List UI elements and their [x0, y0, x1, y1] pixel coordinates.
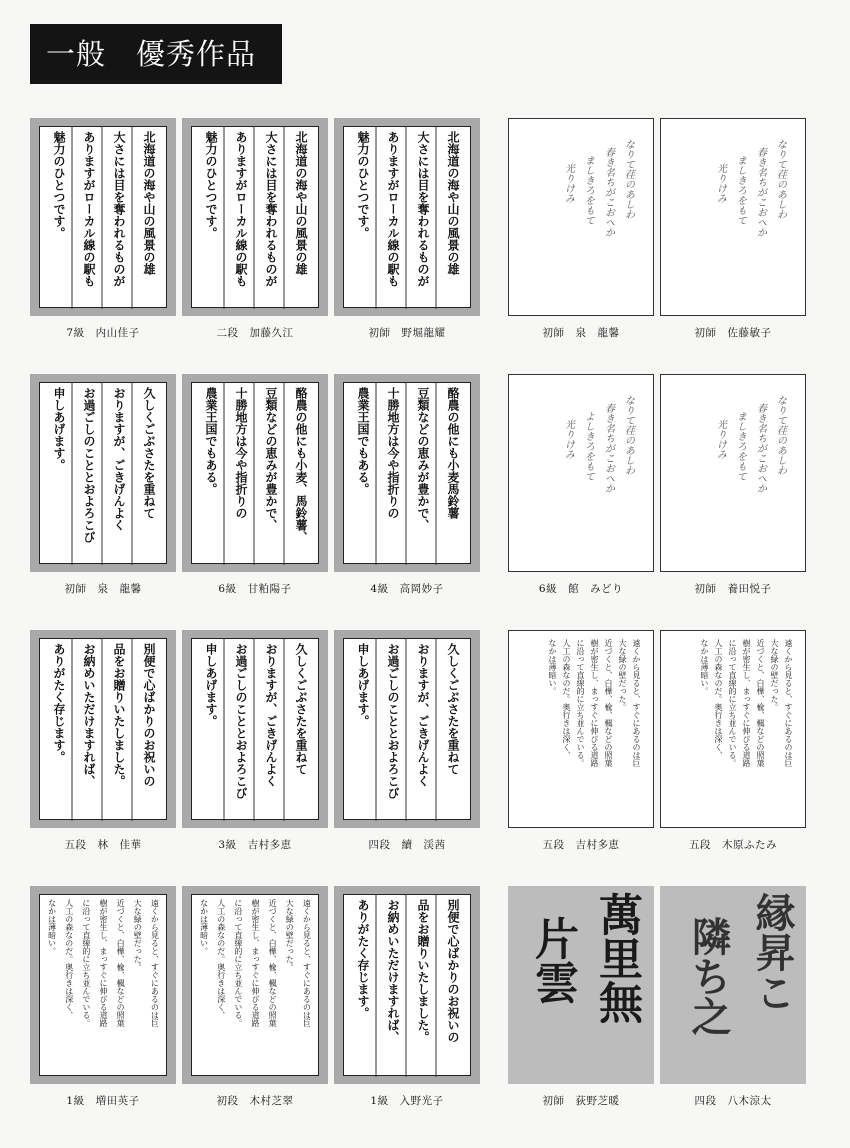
writing-sheet — [39, 382, 167, 564]
text-column: 近づくと、白樺、楡、楓などの照葉 — [604, 639, 613, 767]
work-image — [508, 118, 654, 316]
work-caption: 初師 養田悦子 — [694, 583, 772, 595]
work-image — [508, 374, 654, 572]
writing-sheet — [191, 126, 319, 308]
text-column: 樹が密生し、まっすぐに伸びる道路 — [99, 899, 108, 1027]
text-column: 遠くから見ると、すぐにあるのは巨 — [302, 899, 312, 1027]
text-column: なりて荏のあしわ — [774, 139, 786, 219]
writing-sheet — [343, 894, 471, 1076]
work-caption: 7級 内山佳子 — [66, 327, 140, 339]
work-caption: 6級 甘粕陽子 — [218, 583, 292, 595]
work-image — [660, 118, 806, 316]
work-image — [334, 886, 480, 1084]
text-column: 春き名ちがこおへか — [602, 147, 614, 237]
writing-sheet — [39, 894, 167, 1076]
work-image — [30, 118, 176, 316]
writing-sheet — [343, 126, 471, 308]
text-column: 光りけみ — [714, 163, 726, 203]
writing-sheet — [343, 382, 471, 564]
work-caption: 初師 野堀龍耀 — [368, 327, 446, 339]
writing-sheet — [191, 638, 319, 820]
text-column: 久しくごぶさたを重ねて — [294, 643, 308, 775]
text-column: 北海道の海や山の風景の雄 — [294, 131, 308, 275]
text-column: なりて荏のあしわ — [774, 395, 786, 475]
text-column: 申しあげます。 — [204, 643, 218, 727]
work-caption: 初師 佐藤敏子 — [694, 327, 772, 339]
text-column: に沿って直線的に立ち並んでいる。 — [576, 639, 585, 767]
text-column: ましきろをもて — [582, 155, 594, 225]
text-column: ましきろをもて — [734, 155, 746, 225]
work-image — [182, 374, 328, 572]
work-caption: 二段 加藤久江 — [216, 327, 294, 339]
writing-sheet — [191, 894, 319, 1076]
work-caption: 4級 高岡妙子 — [370, 583, 444, 595]
text-column: 別便で心ばかりのお祝いの — [142, 643, 156, 787]
text-column: 人工の森なのだ。奥行きは深く、 — [216, 899, 226, 1019]
text-column: ありますがローカル線の駅も — [82, 131, 96, 287]
writing-sheet — [343, 638, 471, 820]
work-image — [334, 118, 480, 316]
text-column: 樹が密生し、まっすぐに伸びる道路 — [251, 899, 260, 1027]
brush-column: 片雲 — [527, 916, 578, 1004]
brush-column: 縁昇こ — [749, 892, 796, 1012]
work-image — [30, 374, 176, 572]
text-column: 酪農の他にも小麦、馬鈴薯、 — [294, 387, 308, 543]
text-column: 近づくと、白樺、楡、楓などの照葉 — [756, 639, 765, 767]
text-column: ましきろをもて — [734, 411, 746, 481]
text-column: ありがたく存じます。 — [52, 643, 66, 763]
text-column: なかは薄暗い。 — [47, 899, 57, 955]
text-column: おりますが、ごきげんよく — [416, 643, 430, 787]
text-column: お納めいただけますれば、 — [82, 643, 96, 787]
text-column: 人工の森なのだ。奥行きは深く、 — [562, 639, 571, 759]
text-column: 別便で心ばかりのお祝いの — [446, 899, 460, 1043]
text-column: お納めいただけますれば、 — [386, 899, 400, 1043]
work-caption: 初師 泉 龍馨 — [64, 583, 142, 595]
work-caption: 四段 八木涼太 — [694, 1095, 772, 1107]
text-column: 魅力のひとつです。 — [204, 131, 218, 239]
text-column: 春き名ちがこおへか — [754, 403, 766, 493]
text-column: なかは薄暗い。 — [548, 639, 557, 695]
text-column: 大さには目を奪われるものが — [416, 131, 430, 287]
work-caption: 1級 入野光子 — [370, 1095, 444, 1107]
work-image — [182, 118, 328, 316]
text-column: 申しあげます。 — [356, 643, 370, 727]
work-image — [182, 630, 328, 828]
text-column: なりて荏のあしわ — [622, 139, 634, 219]
work-image — [660, 374, 806, 572]
text-column: お過ごしのこととおよろこび — [234, 643, 248, 799]
text-column: なかは薄暗い。 — [199, 899, 209, 955]
text-column: 光りけみ — [714, 419, 726, 459]
text-column: 北海道の海や山の風景の雄 — [142, 131, 156, 275]
work-caption: 五段 木原ふたみ — [689, 839, 777, 851]
text-column: ありますがローカル線の駅も — [234, 131, 248, 287]
text-column: 光りけみ — [562, 419, 574, 459]
text-column: 魅力のひとつです。 — [52, 131, 66, 239]
work-caption: 五段 林 佳華 — [64, 839, 142, 851]
text-column: 人工の森なのだ。奥行きは深く、 — [714, 639, 723, 759]
work-caption: 初師 泉 龍馨 — [542, 327, 620, 339]
text-column: 品をお贈りいたしました。 — [112, 643, 126, 787]
text-column: 大さには目を奪われるものが — [112, 131, 126, 287]
work-image — [660, 886, 806, 1084]
work-image — [334, 630, 480, 828]
text-column: 久しくごぶさたを重ねて — [142, 387, 156, 519]
writing-sheet — [191, 382, 319, 564]
work-caption: 6級 館 みどり — [538, 583, 624, 595]
text-column: なりて荏のあしわ — [622, 395, 634, 475]
text-column: 光りけみ — [562, 163, 574, 203]
work-caption: 1級 増田英子 — [66, 1095, 140, 1107]
text-column: 十勝地方は今や指折りの — [386, 387, 400, 519]
writing-sheet — [39, 126, 167, 308]
work-image — [182, 886, 328, 1084]
text-column: 十勝地方は今や指折りの — [234, 387, 248, 519]
work-image — [660, 630, 806, 828]
text-column: 農業王国でもある。 — [356, 387, 370, 495]
text-column: お過ごしのこととおよろこび — [386, 643, 400, 799]
text-column: に沿って直線的に立ち並んでいる。 — [233, 899, 243, 1027]
text-column: 久しくごぶさたを重ねて — [446, 643, 460, 775]
text-column: 大な緑の壁だった。 — [618, 639, 627, 711]
text-column: 酪農の他にも小麦馬鈴薯 — [446, 387, 460, 519]
work-image — [508, 886, 654, 1084]
text-column: 豆類などの恵みが豊かで、 — [264, 387, 278, 531]
text-column: おりますが、ごきげんよく — [112, 387, 126, 531]
text-column: 人工の森なのだ。奥行きは深く、 — [64, 899, 74, 1019]
text-column: ありがたく存じます。 — [356, 899, 370, 1019]
text-column: お過ごしのこととおよろこび — [82, 387, 96, 543]
text-column: おりますが、ごきげんよく — [264, 643, 278, 787]
text-column: 近づくと、白樺、楡、楓などの照葉 — [116, 899, 126, 1027]
work-caption: 五段 吉村多恵 — [542, 839, 620, 851]
text-column: 豆類などの恵みが豊かで、 — [416, 387, 430, 531]
text-column: に沿って直線的に立ち並んでいる。 — [728, 639, 737, 767]
text-column: 遠くから見ると、すぐにあるのは巨 — [632, 639, 641, 767]
text-column: 北海道の海や山の風景の雄 — [446, 131, 460, 275]
work-image — [508, 630, 654, 828]
text-column: 農業王国でもある。 — [204, 387, 218, 495]
text-column: 大な緑の壁だった。 — [133, 899, 143, 971]
work-image — [30, 886, 176, 1084]
text-column: なかは薄暗い。 — [700, 639, 709, 695]
text-column: 大さには目を奪われるものが — [264, 131, 278, 287]
text-column: 申しあげます。 — [52, 387, 66, 471]
text-column: ありますがローカル線の駅も — [386, 131, 400, 287]
text-column: に沿って直線的に立ち並んでいる。 — [81, 899, 91, 1027]
text-column: 春き名ちがこおへか — [602, 403, 614, 493]
writing-sheet — [39, 638, 167, 820]
text-column: 近づくと、白樺、楡、楓などの照葉 — [268, 899, 278, 1027]
work-caption: 初師 荻野芝暖 — [542, 1095, 620, 1107]
text-column: 樹が密生し、まっすぐに伸びる道路 — [590, 639, 599, 767]
work-caption: 3級 吉村多恵 — [218, 839, 292, 851]
text-column: 大な緑の壁だった。 — [285, 899, 295, 971]
section-title-banner: 一般 優秀作品 — [30, 24, 282, 84]
text-column: 魅力のひとつです。 — [356, 131, 370, 239]
text-column: 遠くから見ると、すぐにあるのは巨 — [784, 639, 793, 767]
text-column: 大な緑の壁だった。 — [770, 639, 779, 711]
work-caption: 初段 木村芝翠 — [216, 1095, 294, 1107]
brush-column: 隣ち之 — [685, 916, 732, 1036]
text-column: 遠くから見ると、すぐにあるのは巨 — [150, 899, 160, 1027]
work-caption: 四段 續 渓茜 — [368, 839, 446, 851]
text-column: 品をお贈りいたしました。 — [416, 899, 430, 1043]
text-column: 春き名ちがこおへか — [754, 147, 766, 237]
work-image — [30, 630, 176, 828]
text-column: 樹が密生し、まっすぐに伸びる道路 — [742, 639, 751, 767]
text-column: よしきろをもて — [582, 411, 594, 481]
brush-column: 萬里無 — [591, 892, 642, 1024]
work-image — [334, 374, 480, 572]
